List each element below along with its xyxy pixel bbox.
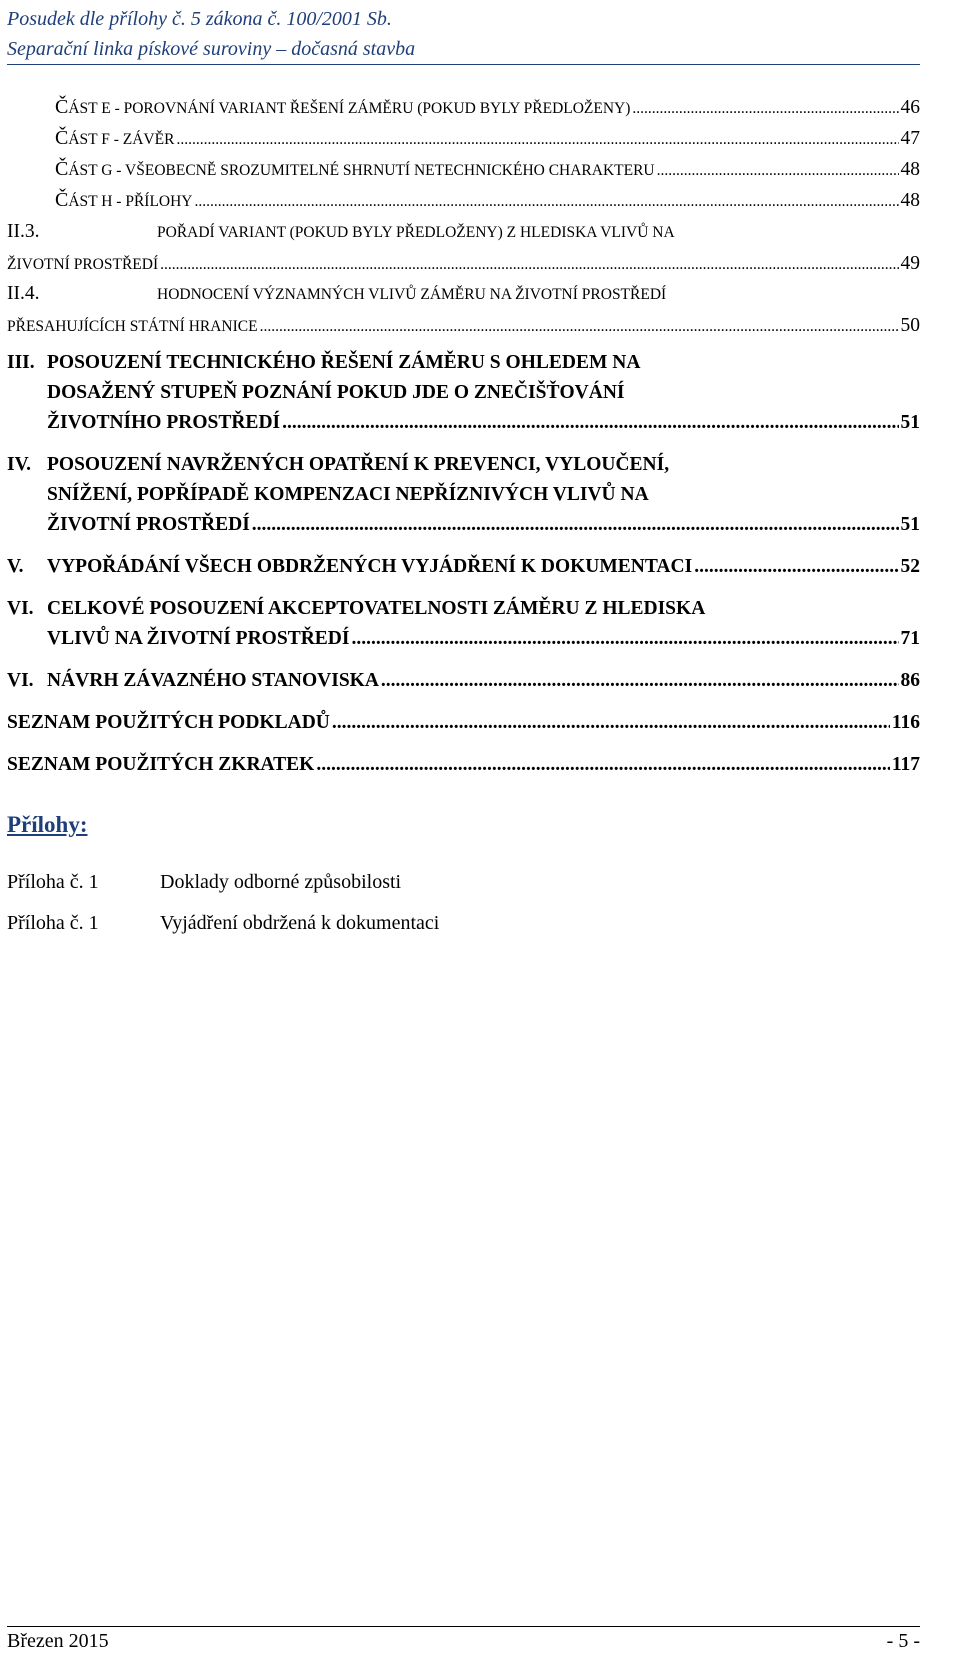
toc-entry-iv-line1[interactable]: POSOUZENÍ NAVRŽENÝCH OPATŘENÍ K PREVENCI, VYLOUČENÍ, <box>47 454 670 475</box>
toc-page-number: 117 <box>891 754 920 775</box>
toc-entry-v[interactable]: VYPOŘÁDÁNÍ VŠECH OBDRŽENÝCH VYJÁDŘENÍ K DOKUMENTACI ..... 52 <box>47 556 920 578</box>
toc-entry-seznam-zkratek[interactable]: SEZNAM POUŽITÝCH ZKRATEK ..... 117 <box>7 754 920 776</box>
attachments-heading: Přílohy: <box>7 812 88 837</box>
toc-entry-ii-4[interactable]: PŘESAHUJÍCÍCH STÁTNÍ HRANICE ..... 50 <box>7 315 920 337</box>
dot-leader <box>195 193 899 211</box>
toc-number-ii-3: II.3. <box>7 221 40 242</box>
page-header <box>7 4 415 64</box>
attachment-description: Vyjádření obdržená k dokumentaci <box>160 912 440 934</box>
dot-leader <box>657 162 899 180</box>
toc-number-vi: VI. <box>7 598 34 619</box>
toc-page-number: 116 <box>891 712 920 733</box>
toc-page-number: 51 <box>900 514 920 535</box>
header-project-title: Separační linka pískové suroviny – dočasná stavba <box>7 38 416 60</box>
toc-number-v: V. <box>7 556 24 577</box>
toc-entry-cast-g[interactable]: ČÁST G - VŠEOBECNĚ SROZUMITELNÉ SHRNUTÍ NETECHNICKÉHO CHARAKTERU ..... 48 <box>55 158 920 181</box>
toc-entry-ii-3-line1[interactable]: POŘADÍ VARIANT (POKUD BYLY PŘEDLOŽENY) Z HLEDISKA VLIVŮ NA <box>157 224 675 241</box>
attachment-row <box>7 871 401 894</box>
toc-page-number: 47 <box>900 128 920 149</box>
toc-page-number: 71 <box>900 628 920 649</box>
dot-leader <box>694 556 898 578</box>
toc-entry-iv[interactable]: ŽIVOTNÍ PROSTŘEDÍ ..... 51 <box>47 514 920 536</box>
attachment-number: Příloha č. 1 <box>7 871 99 893</box>
dot-leader <box>282 412 898 434</box>
dot-leader <box>316 754 889 776</box>
dot-leader <box>381 670 899 692</box>
dot-leader <box>332 712 890 734</box>
dot-leader <box>176 131 898 149</box>
toc-entry-ii-3[interactable]: ŽIVOTNÍ PROSTŘEDÍ ..... 49 <box>7 253 920 275</box>
toc-entry-iii-line2[interactable]: DOSAŽENÝ STUPEŇ POZNÁNÍ POKUD JDE O ZNEČIŠŤOVÁNÍ <box>47 382 625 403</box>
footer-page-number: - 5 - <box>886 1630 920 1652</box>
footer-divider <box>7 1626 920 1627</box>
toc-page-number: 86 <box>900 670 920 691</box>
dot-leader <box>252 514 899 536</box>
toc-page-number: 52 <box>900 556 920 577</box>
dot-leader <box>632 100 898 118</box>
toc-number-vi-navrh: VI. <box>7 670 34 691</box>
attachment-description: Doklady odborné způsobilosti <box>160 871 402 893</box>
toc-entry-cast-f[interactable]: ČÁST F - ZÁVĚR ..... 47 <box>55 127 920 150</box>
toc-entry-vi-navrh[interactable]: NÁVRH ZÁVAZNÉHO STANOVISKA ..... 86 <box>47 670 920 692</box>
toc-page-number: 50 <box>900 315 920 336</box>
dot-leader <box>260 318 899 336</box>
toc-entry-iv-line2[interactable]: SNÍŽENÍ, POPŘÍPADĚ KOMPENZACI NEPŘÍZNIVÝCH VLIVŮ NA <box>47 484 649 505</box>
toc-number-ii-4: II.4. <box>7 283 40 304</box>
toc-page-number: 49 <box>900 253 920 274</box>
header-divider <box>7 64 920 65</box>
toc-entry-cast-h[interactable]: ČÁST H - PŘÍLOHY ..... 48 <box>55 189 920 212</box>
header-law-reference: Posudek dle přílohy č. 5 zákona č. 100/2001 Sb. <box>7 8 392 30</box>
dot-leader <box>160 256 898 274</box>
attachment-number: Příloha č. 1 <box>7 912 99 934</box>
toc-entry-iii[interactable]: ŽIVOTNÍHO PROSTŘEDÍ ..... 51 <box>47 412 920 434</box>
toc-entry-vi-line1[interactable]: CELKOVÉ POSOUZENÍ AKCEPTOVATELNOSTI ZÁMĚRU Z HLEDISKA <box>47 598 706 619</box>
toc-entry-iii-line1[interactable]: POSOUZENÍ TECHNICKÉHO ŘEŠENÍ ZÁMĚRU S OHLEDEM NA <box>47 352 641 373</box>
dot-leader <box>351 628 898 650</box>
toc-page-number: 48 <box>900 190 920 211</box>
toc-page-number: 48 <box>900 159 920 180</box>
toc-entry-ii-4-line1[interactable]: HODNOCENÍ VÝZNAMNÝCH VLIVŮ ZÁMĚRU NA ŽIVOTNÍ PROSTŘEDÍ <box>157 286 667 303</box>
toc-entry-cast-e[interactable]: ČÁST E - POROVNÁNÍ VARIANT ŘEŠENÍ ZÁMĚRU (POKUD BYLY PŘEDLOŽENY) ..... 46 <box>55 96 920 119</box>
footer-date: Březen 2015 <box>7 1630 109 1652</box>
toc-number-iii: III. <box>7 352 35 373</box>
toc-page-number: 51 <box>900 412 920 433</box>
toc-entry-vi[interactable]: VLIVŮ NA ŽIVOTNÍ PROSTŘEDÍ ..... 71 <box>47 628 920 650</box>
attachment-row <box>7 912 439 935</box>
toc-entry-seznam-podkladu[interactable]: SEZNAM POUŽITÝCH PODKLADŮ ..... 116 <box>7 712 920 734</box>
toc-number-iv: IV. <box>7 454 32 475</box>
toc-page-number: 46 <box>900 97 920 118</box>
